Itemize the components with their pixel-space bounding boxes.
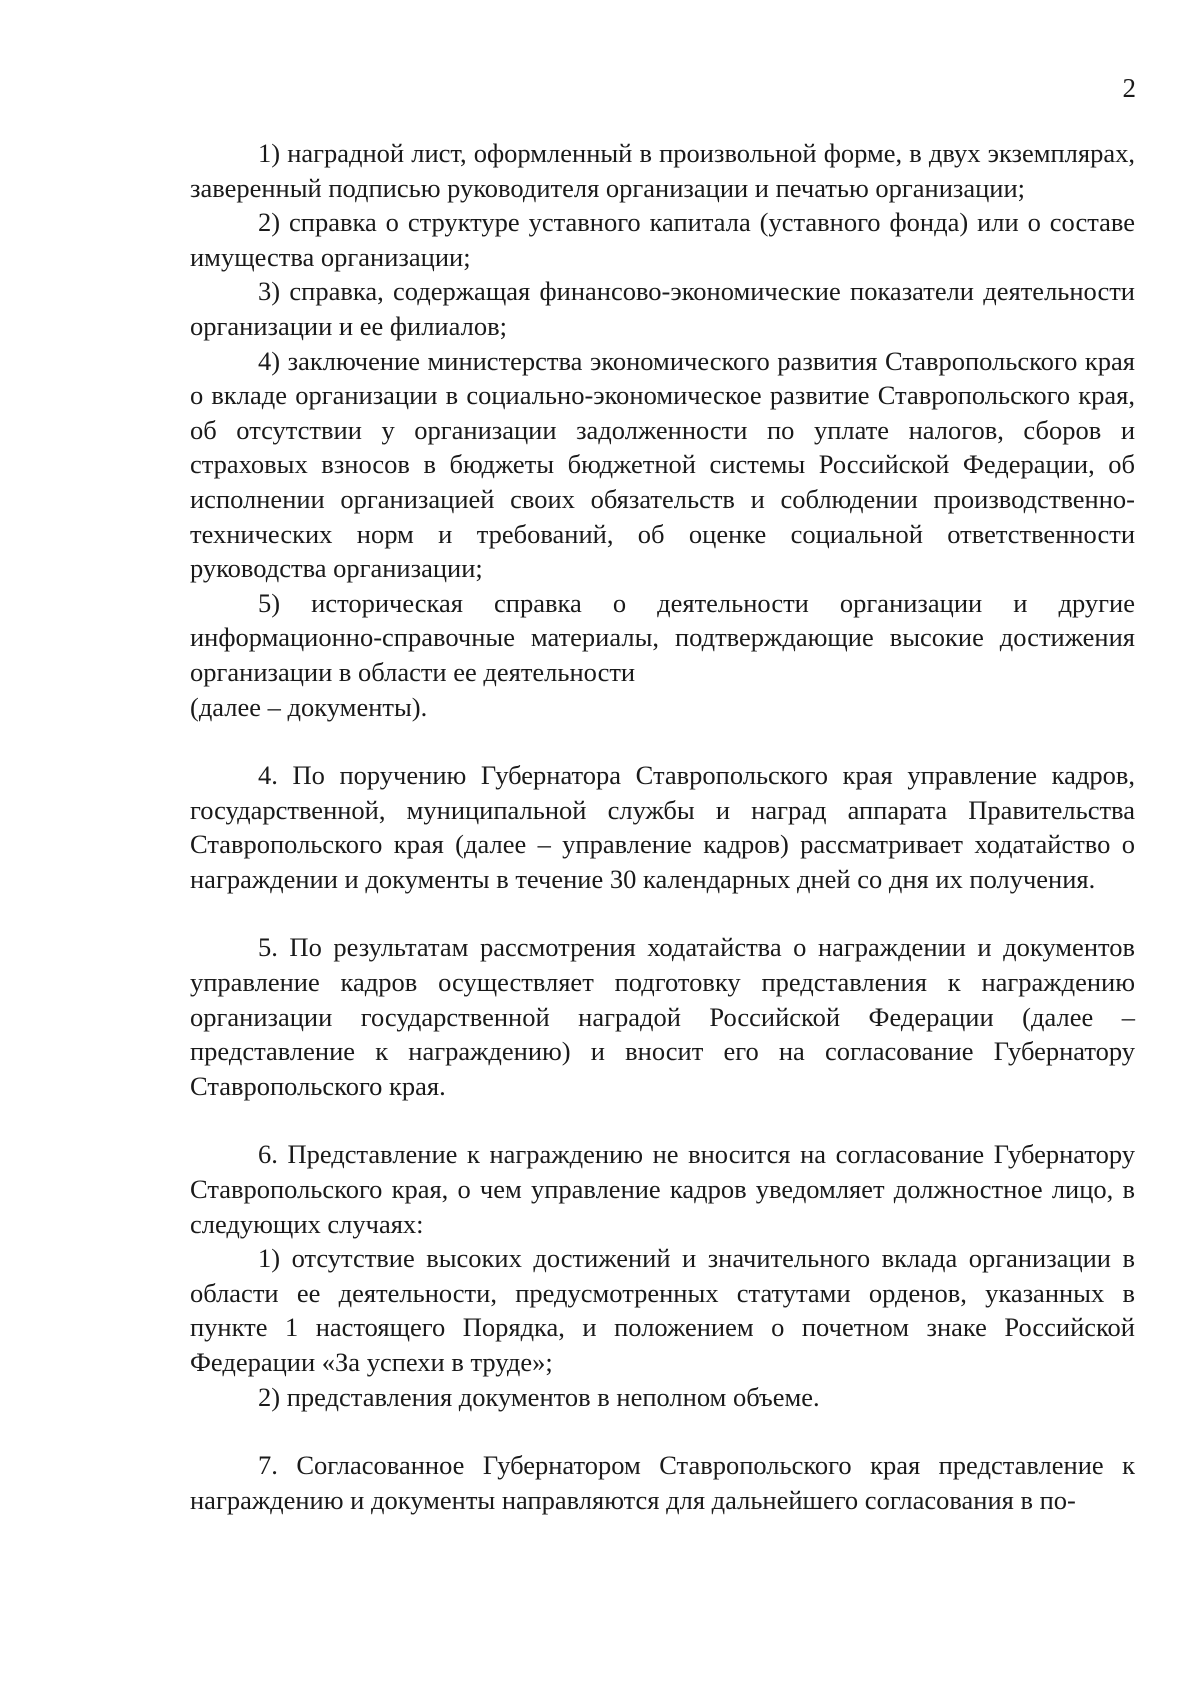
list-item: 2) справка о структуре уставного капитала (уставного фонда) или о составе имущества организации;: [190, 207, 1135, 272]
list-item: 3) справка, содержащая финансово-экономические показатели деятельности организации и ее филиалов;: [190, 276, 1135, 341]
list-tail: (далее – документы).: [190, 691, 428, 722]
list-item: 1) наградной лист, оформленный в произвольной форме, в двух экземплярах, заверенный подписью руководителя организации и печатью организации;: [190, 138, 1135, 203]
paragraph-5: 5. По результатам рассмотрения ходатайства о награждении и документов управление кадров осуществляет подготовку представления к награждению организации государственной наградой Российской Федерации (далее – представление к награждению) и вносит его на согласование Губернатору Ставропольского края.: [190, 932, 1135, 1101]
list-item: 4) заключение министерства экономического развития Ставропольского края о вкладе организации в социально-экономическое развитие Ставропольского края, об отсутствии у организации задолженности по уплате налогов, сборов и страховых взносов в бюджеты бюджетной системы Российской Федерации, об исполнении организацией своих обязательств и соблюдении производственно-технических норм и требований, об оценке социальной ответственности руководства организации;: [190, 345, 1135, 584]
page-number: 2: [1122, 73, 1136, 103]
paragraph-4: 4. По поручению Губернатора Ставропольского края управление кадров, государственной, муниципальной службы и наград аппарата Правительства Ставропольского края (далее – управление кадров) рассматривает ходатайство о награждении и документы в течение 30 календарных дней со дня их получения.: [190, 760, 1135, 894]
paragraph-7: 7. Согласованное Губернатором Ставропольского края представление к награждению и документы направляются для дальнейшего согласования в по-: [190, 1450, 1135, 1515]
paragraph-6-intro: 6. Представление к награждению не вносится на согласование Губернатору Ставропольского края, о чем управление кадров уведомляет должностное лицо, в следующих случаях:: [190, 1139, 1135, 1239]
document-body: [190, 136, 1135, 1517]
paragraph-6-case: 2) представления документов в неполном объеме.: [258, 1381, 820, 1412]
list-item: 5) историческая справка о деятельности организации и другие информационно-справочные материалы, подтверждающие высокие достижения организации в области ее деятельности: [190, 587, 1135, 687]
paragraph-6-case: 1) отсутствие высоких достижений и значительного вклада организации в области ее деятельности, предусмотренных статутами орденов, указанных в пункте 1 настоящего Порядка, и положением о почетном знаке Российской Федерации «За успехи в труде»;: [190, 1243, 1135, 1377]
